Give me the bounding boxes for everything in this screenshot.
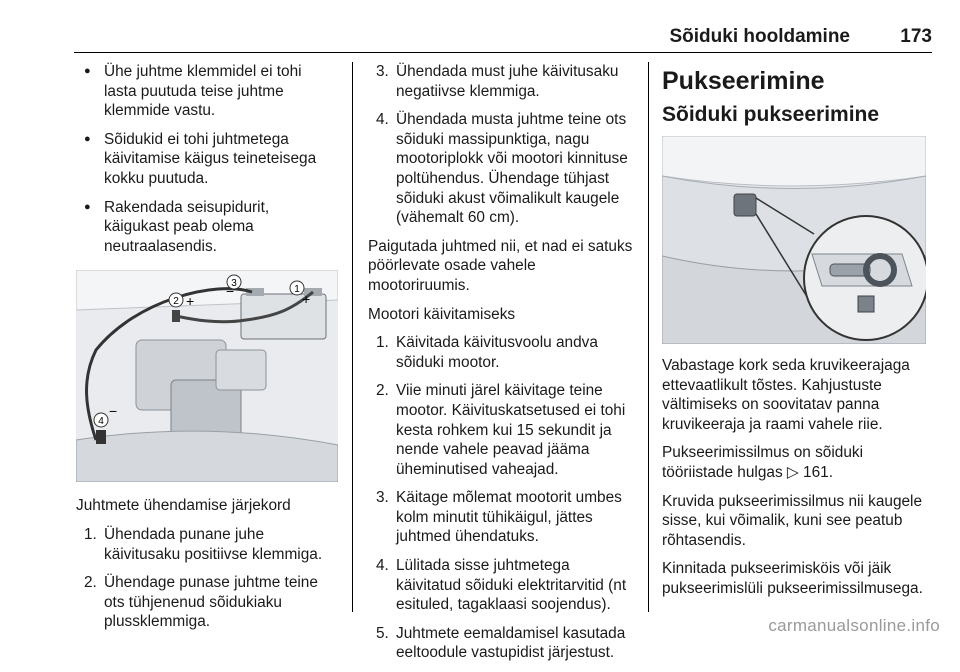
step-item: 1. Ühendada punane juhe käivitusaku positiivse klemmiga. [84, 525, 323, 563]
figure-label-4: 4 [98, 416, 104, 428]
connection-steps [76, 525, 338, 632]
column-1 [76, 62, 338, 641]
jump-start-illustration [76, 270, 338, 482]
bullet-item: ● Rakendada seisupidurit, käigukast peab olema neutraalasendis. [76, 198, 338, 257]
figure-label-3: 3 [231, 278, 237, 290]
section-heading: Sõiduki pukseerimine [662, 103, 880, 126]
paragraph: Kruvida pukseerimissilmus nii kaugele sisse, kui võimalik, kuni see peatub rõhtasendis. [662, 492, 923, 549]
section-title: Sõiduki hooldamine [669, 26, 850, 47]
svg-text:+: + [302, 291, 311, 308]
svg-text:−: − [226, 283, 235, 300]
warning-bullets [76, 62, 338, 256]
engine-start-steps [368, 333, 636, 663]
page-header [0, 0, 960, 50]
column-divider [648, 62, 649, 612]
paragraph: Kinnitada pukseerimisköis või jäik pukseerimislüli pukseerimissilmusega. [662, 560, 923, 597]
step-item: 4. Lülitada sisse juhtmetega käivitatud sõiduki elektritarvitid (nt esituled, tagaklaasi soojendus). [376, 557, 627, 614]
column-3 [662, 62, 934, 608]
connection-order-heading: Juhtmete ühendamise järjekord [76, 497, 291, 515]
paragraph: Vabastage kork seda kruvikeerajaga ettevaatlikult tõstes. Kahjustuste vältimiseks on soovitatav panna kruvikeeraja ja raami vahele riie. [662, 357, 910, 433]
column-2 [368, 62, 636, 672]
svg-text:+: + [186, 293, 195, 310]
step-item: 3. Ühendada must juhe käivitusaku negatiivse klemmiga. [376, 63, 619, 100]
paragraph: Paigutada juhtmed nii, et nad ei satuks pöörlevate osade vahele mootoriruumis. [368, 237, 633, 294]
chapter-heading: Pukseerimine [662, 67, 825, 95]
step-item: 2. Ühendage punase juhtme teine ots tühjenenud sõidukiaku plussklemmiga. [84, 574, 318, 631]
step-item: 3. Käitage mõlemat mootorit umbes kolm minutit tühikäigul, jättes juhtmed ühendatuks. [376, 489, 622, 546]
paragraph: Pukseerimissilmus on sõiduki tööriistade hulgas ▷ 161. [662, 444, 864, 481]
step-item: 1. Käivitada käivitusvoolu andva sõiduki mootor. [376, 334, 598, 371]
watermark: carmanualsonline.info [768, 616, 940, 635]
bullet-item: ● Sõidukid ei tohi juhtmetega käivitamise käigus teineteisega kokku puutuda. [76, 130, 338, 189]
step-item: 5. Juhtmete eemaldamisel kasutada eeltoodule vastupidist järjestust. [376, 624, 626, 662]
connection-steps-continued [368, 62, 636, 228]
towing-eye-illustration [662, 136, 926, 344]
figure-label-2: 2 [173, 296, 179, 308]
page-number: 173 [900, 26, 932, 47]
bullet-item: ● Ühe juhtme klemmidel ei tohi lasta puutuda teise juhtme klemmide vastu. [76, 62, 338, 121]
step-item: 2. Viie minuti järel käivitage teine mootor. Käivituskatsetused ei tohi kesta rohkem kui 15 sekundit ja nende vahele peavad jääma üheminutised vaheajad. [376, 382, 626, 478]
figure-label-1: 1 [294, 284, 300, 296]
column-divider [352, 62, 353, 612]
engine-start-heading: Mootori käivitamiseks [368, 305, 516, 323]
step-item: 4. Ühendada musta juhtme teine ots sõiduki massipunktiga, nagu mootoriplokk või mootori kinnituse poltühendus. Ühendage tühjast sõiduki akust võimalikult kaugele (vähemalt 60 cm). [376, 111, 628, 227]
page-reference-icon: ▷ [786, 463, 799, 481]
svg-text:−: − [109, 403, 118, 420]
page-reference-link[interactable]: 161. [803, 463, 834, 481]
header-divider [74, 52, 932, 53]
